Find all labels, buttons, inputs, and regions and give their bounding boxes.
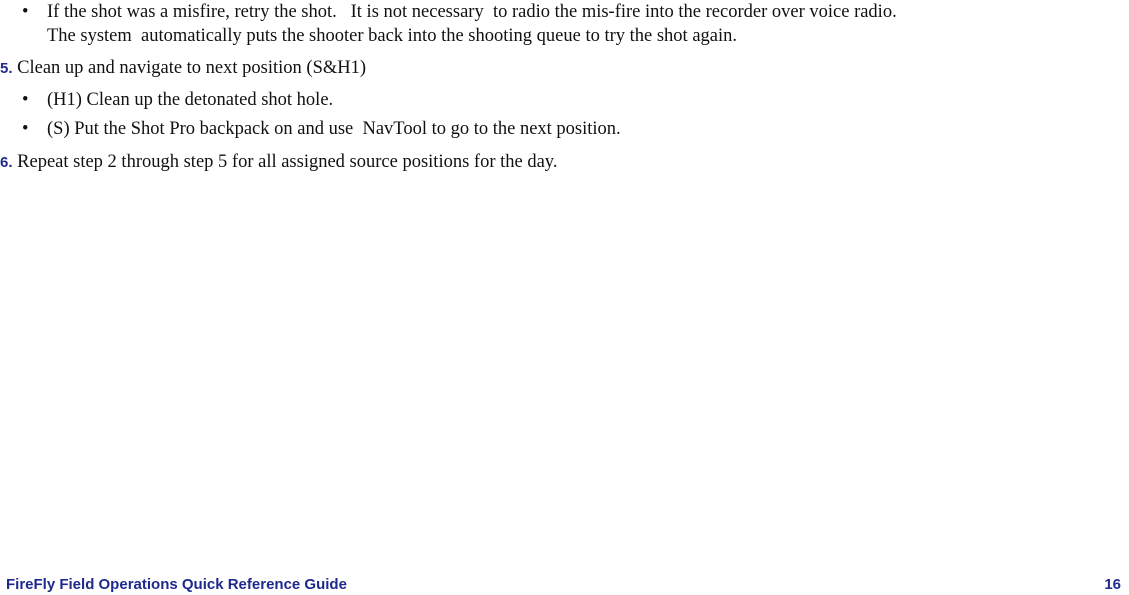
- bullet-cleanup-text: (H1) Clean up the detonated shot hole.: [47, 90, 334, 110]
- footer-guide-title: FireFly Field Operations Quick Reference Guide: [6, 576, 347, 593]
- bullet-misfire-line1: If the shot was a misfire, retry the shot. It is not necessary to radio the mis-fire into the recorder over voice radio.: [47, 2, 897, 22]
- step-6-text: Repeat step 2 through step 5 for all assigned source positions for the day.: [17, 152, 558, 172]
- step-5-text: Clean up and navigate to next position (S&H1): [17, 58, 367, 78]
- bullet-marker: •: [22, 119, 29, 139]
- step-5-number: 5.: [0, 60, 13, 77]
- bullet-navtool-text: (S) Put the Shot Pro backpack on and use NavTool to go to the next position.: [47, 119, 621, 139]
- bullet-misfire-line2: The system automatically puts the shooter back into the shooting queue to try the shot again.: [47, 26, 738, 46]
- bullet-marker: •: [22, 90, 29, 110]
- step-5: [0, 56, 366, 81]
- footer-page-number: 16: [1104, 576, 1121, 593]
- step-6: [0, 150, 557, 175]
- step-6-number: 6.: [0, 154, 13, 171]
- bullet-marker: •: [22, 2, 29, 22]
